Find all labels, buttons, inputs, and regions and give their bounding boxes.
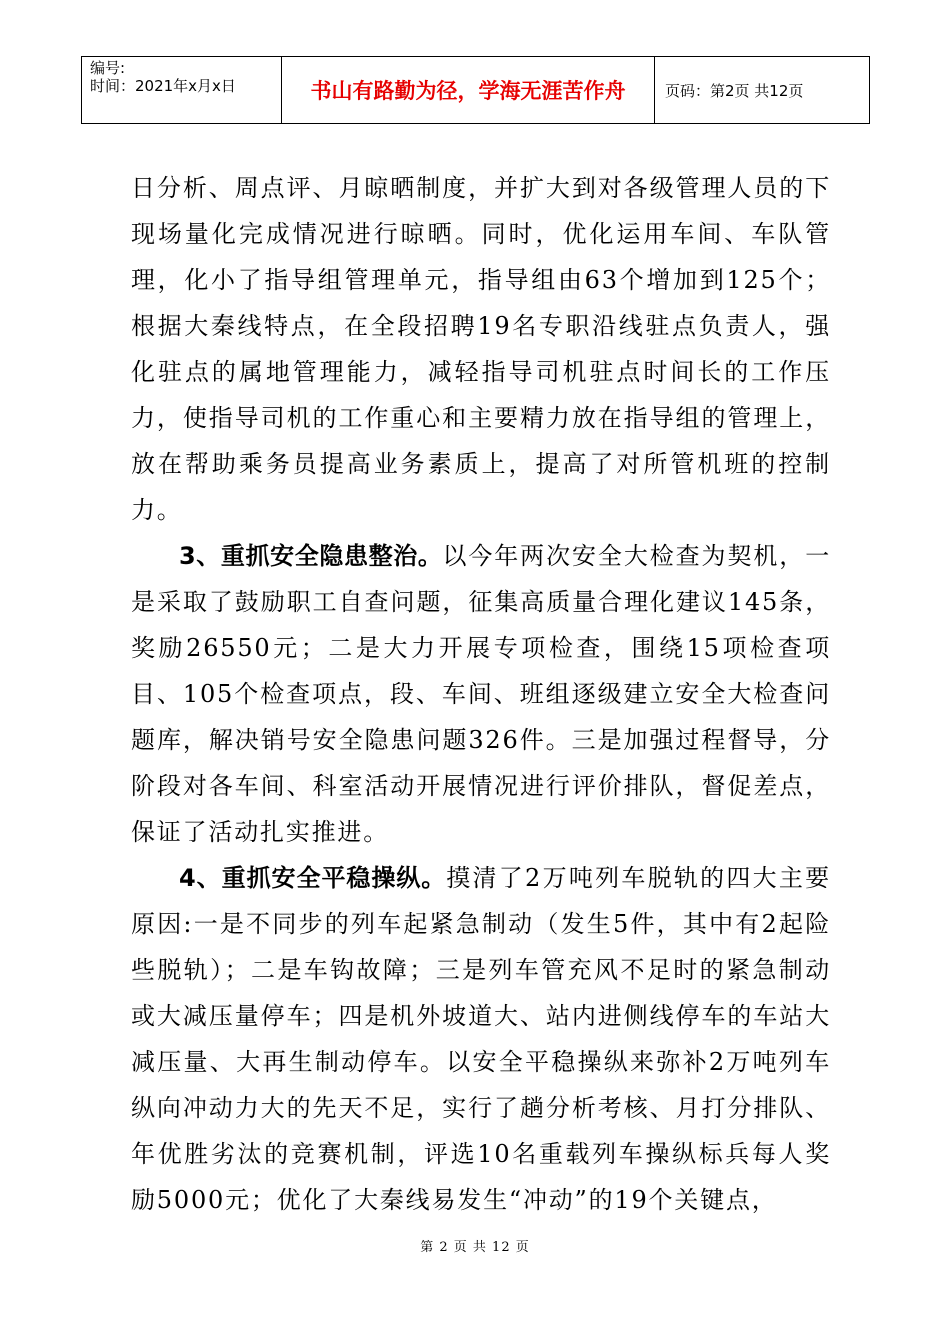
header-meta-cell xyxy=(82,57,282,123)
page-footer: 第 2 页 共 12 页 xyxy=(420,1240,530,1255)
paragraph-stable-operation xyxy=(131,855,831,1223)
document-body xyxy=(131,165,831,1223)
paragraph-continued: 日分析、周点评、月晾晒制度，并扩大到对各级管理人员的下现场量化完成情况进行晾晒。同时，优化运用车间、车队管理，化小了指导组管理单元，指导组由63个增加到125个；根据大秦线特点，在全段招聘19名专职沿线驻点负责人，强化驻点的属地管理能力，减轻指导司机驻点时间长的工作压力，使指导司机的工作重心和主要精力放在指导组的管理上，放在帮助乘务员提高业务素质上，提高了对所管机班的控制力。 xyxy=(131,174,831,524)
document-number-label: 编号: xyxy=(90,59,126,77)
paragraph-text-operation: 摸清了2万吨列车脱轨的四大主要原因:一是不同步的列车起紧急制动（发生5件，其中有2起险些脱轨）；二是车钩故障；三是列车管充风不足时的紧急制动或大减压量停车；四是机外坡道大、站内进侧线停车的车站大减压量、大再生制动停车。以安全平稳操纵来弥补2万吨列车纵向冲动力大的先天不足，实行了趟分析考核、月打分排队、年优胜劣汰的竞赛机制，评选10名重载列车操纵标兵每人奖励5000元；优化了大秦线易发生“冲动”的19个关键点， xyxy=(131,864,831,1214)
header-page-number: 页码：第2页 共12页 xyxy=(665,81,804,100)
section-heading-hazard: 3、重抓安全隐患整治。 xyxy=(179,542,443,570)
document-date-label: 时间：2021年x月x日 xyxy=(90,77,236,95)
paragraph-text-hazard: 以今年两次安全大检查为契机，一是采取了鼓励职工自查问题，征集高质量合理化建议145条，奖励26550元；二是大力开展专项检查，围绕15项检查项目、105个检查项点，段、车间、班组逐级建立安全大检查问题库，解决销号安全隐患问题326件。三是加强过程督导，分阶段对各车间、科室活动开展情况进行评价排队，督促差点，保证了活动扎实推进。 xyxy=(131,542,832,846)
document-header xyxy=(81,56,870,124)
header-motto: 书山有路勤为径，学海无涯苦作舟 xyxy=(282,57,655,123)
paragraph-hazard-rectification xyxy=(131,533,831,855)
section-heading-operation: 4、重抓安全平稳操纵。 xyxy=(179,864,447,892)
